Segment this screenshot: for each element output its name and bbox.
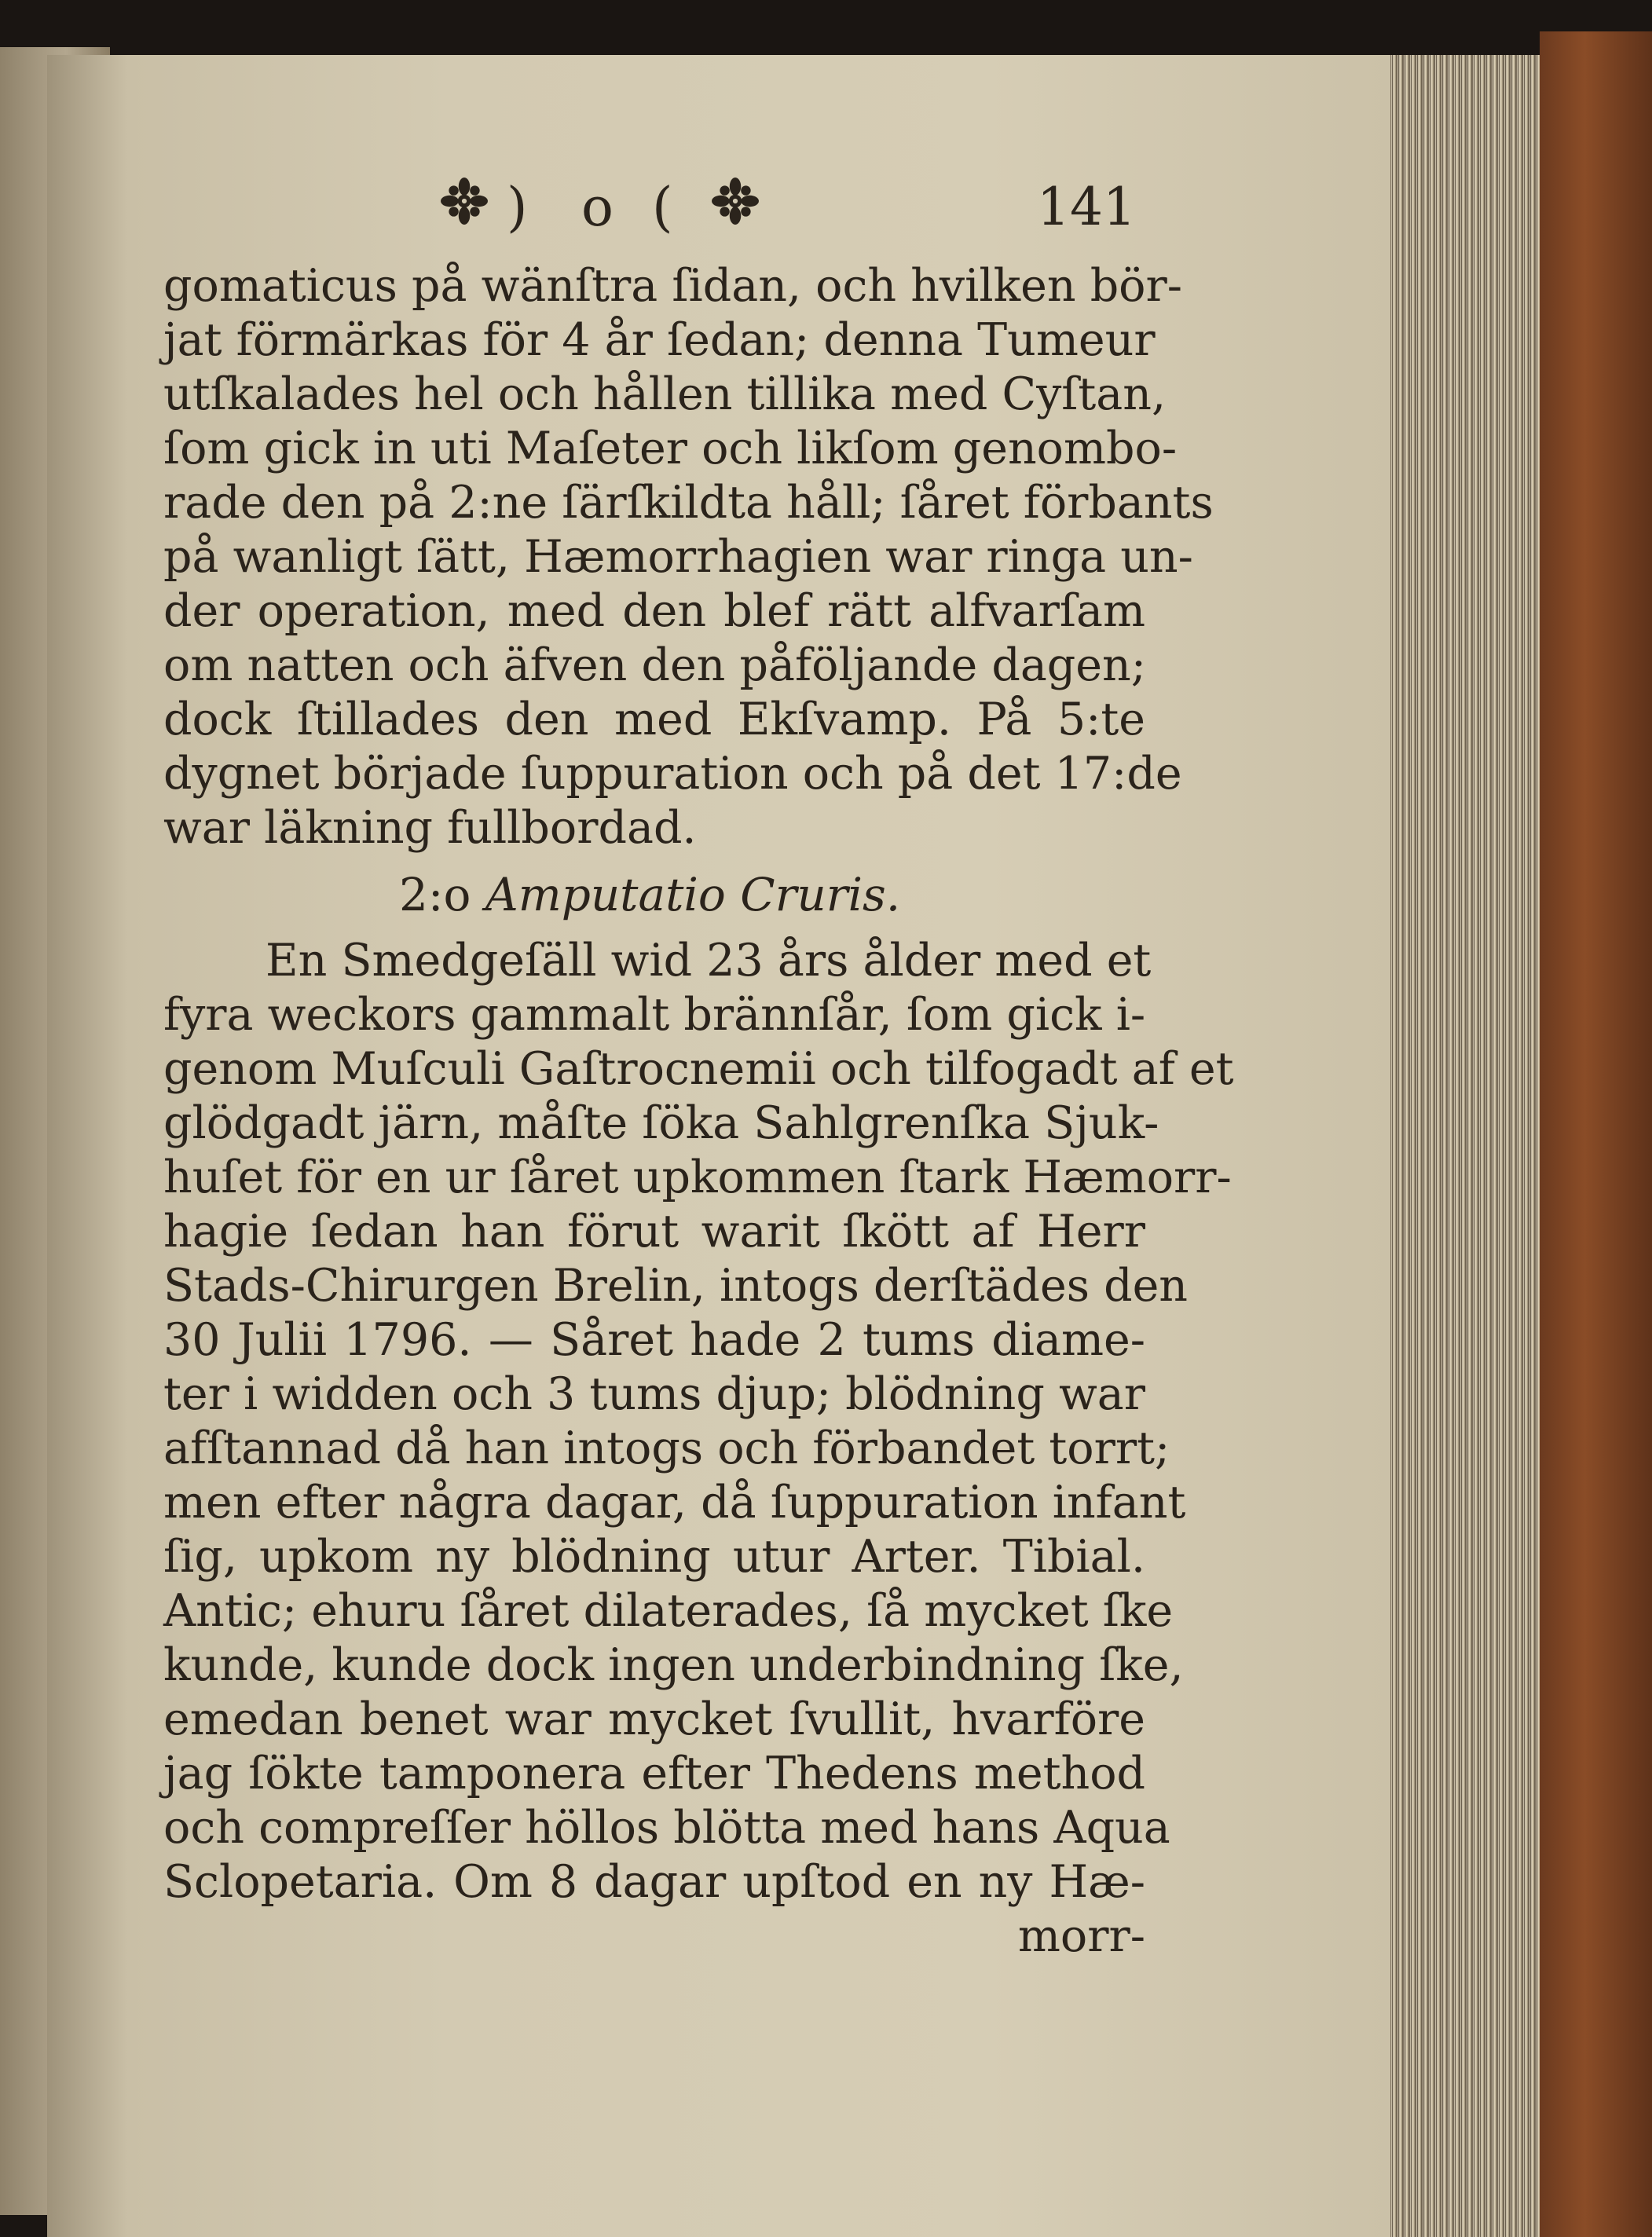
page-number: 141	[1037, 177, 1136, 237]
text-line: dygnet började ſuppuration och på det 17:de	[163, 748, 1182, 800]
paragraph-2	[163, 934, 1234, 1964]
text-line: Antic; ehuru ſåret dilaterades, ſå mycket ſke	[163, 1585, 1174, 1637]
section-number: 2:o	[399, 868, 471, 921]
text-line: emedan benet war mycket ſvullit, hvarföre	[163, 1693, 1145, 1745]
text-line: om natten och äfven den påföljande dagen;	[163, 639, 1146, 691]
text-line: Stads-Chirurgen Brelin, intogs derſtädes den	[163, 1260, 1189, 1312]
text-line: huſet för en ur ſåret upkommen ſtark Hæmorr-	[163, 1151, 1232, 1203]
text-line: ſom gick in uti Maſeter och likſom genombo-	[163, 423, 1178, 474]
text-line: En Smedgeſäll wid 23 års ålder med et	[266, 935, 1152, 987]
flower-ornament-icon	[711, 177, 760, 239]
book-cover	[1540, 31, 1652, 2237]
text-line: afſtannad då han intogs och förbandet torrt;	[163, 1422, 1170, 1474]
page-text	[163, 259, 1234, 1964]
text-line: 30 Julii 1796. — Såret hade 2 tums diame-	[163, 1314, 1145, 1366]
text-line: glödgadt järn, måſte ſöka Sahlgrenſka Sjuk-	[163, 1097, 1159, 1149]
text-line: men efter några dagar, då ſuppuration infant	[163, 1477, 1186, 1529]
text-line: ſig, upkom ny blödning utur Arter. Tibial.	[163, 1531, 1145, 1583]
text-line: genom Muſculi Gaſtrocnemii och tilfogadt af et	[163, 1043, 1234, 1095]
header-mark-right: (	[652, 177, 673, 239]
running-header	[424, 177, 1136, 263]
text-line: hagie ſedan han förut warit ſkött af Herr	[163, 1206, 1145, 1258]
text-line: rade den på 2:ne ſärſkildta håll; ſåret förbants	[163, 477, 1214, 529]
text-line: war läkning fullbordad.	[163, 802, 697, 854]
text-line: utſkalades hel och hållen tillika med Cyſtan,	[163, 368, 1167, 420]
text-line: kunde, kunde dock ingen underbindning ſke,	[163, 1639, 1184, 1691]
section-title: Amputatio Cruris.	[485, 868, 901, 921]
section-heading	[163, 855, 1145, 934]
paragraph-1	[163, 259, 1214, 855]
text-line: på wanligt ſätt, Hæmorrhagien war ringa un-	[163, 531, 1193, 583]
text-line: fyra weckors gammalt brännſår, ſom gick i-	[163, 989, 1146, 1041]
text-line: ter i widden och 3 tums djup; blödning war	[163, 1368, 1145, 1420]
text-line: gomaticus på wänſtra ſidan, och hvilken bör-	[163, 260, 1183, 312]
text-line: der operation, med den blef rätt alfvarſam	[163, 585, 1145, 637]
header-mark-center: o	[581, 177, 614, 239]
header-mark-left: )	[507, 177, 528, 239]
text-line: och compreſſer höllos blötta med hans Aqua	[163, 1802, 1170, 1854]
catchword: morr-	[1017, 1910, 1145, 1962]
text-line: dock ſtillades den med Ekſvamp. På 5:te	[163, 694, 1145, 745]
text-line: jat förmärkas för 4 år ſedan; denna Tumeur	[163, 314, 1156, 366]
flower-ornament-icon	[440, 177, 489, 239]
text-line: Sclopetaria. Om 8 dagar upſtod en ny Hæ-	[163, 1856, 1145, 1908]
text-line: jag ſökte tamponera efter Thedens method	[163, 1748, 1145, 1799]
